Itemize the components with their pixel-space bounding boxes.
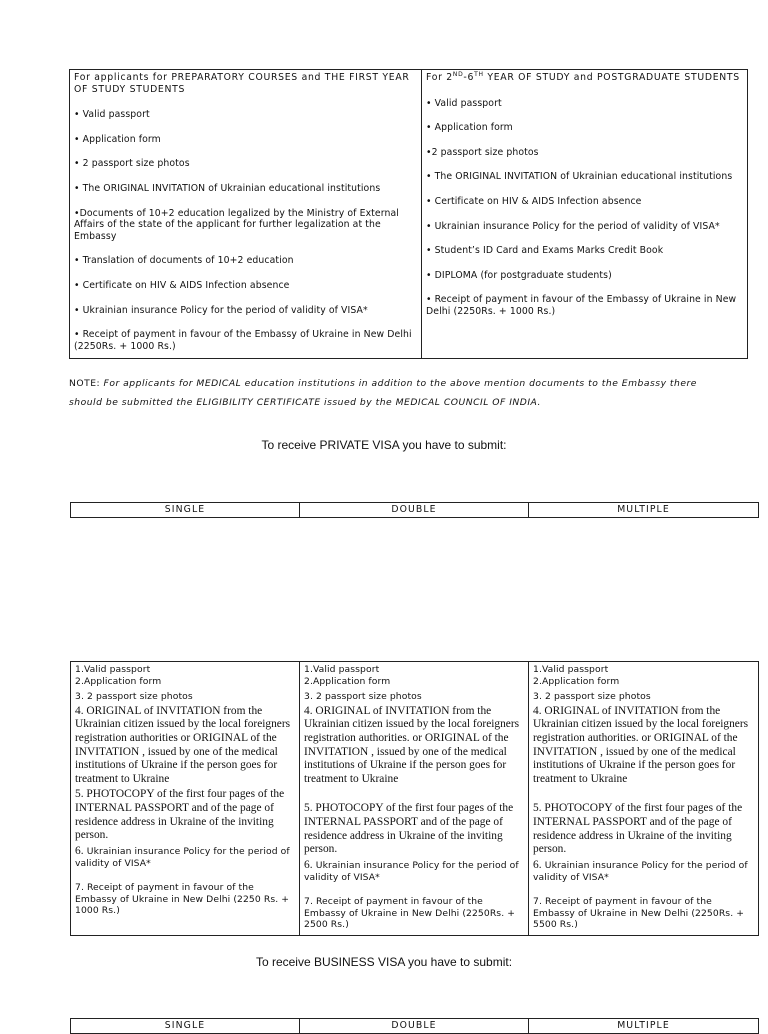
list-item: 6. Ukrainian insurance Policy for the period of validity of VISA* xyxy=(304,858,519,884)
list-item: • DIPLOMA (for postgraduate students) xyxy=(426,269,612,281)
list-item: 4. ORIGINAL of INVITATION from the Ukrainian citizen issued by the local foreigners registration authorities. or ORIGINAL of the INVITATION , issued by one of the medical institutions of Ukraine if the person goes for treatment to Ukraine xyxy=(304,704,520,785)
list-item: • Translation of documents of 10+2 education xyxy=(74,255,294,267)
preparatory-first-year-column xyxy=(70,70,422,359)
second-to-sixth-year-column xyxy=(422,70,748,359)
list-item: • Certificate on HIV & AIDS Infection absence xyxy=(74,279,290,291)
list-item: 2.Application form xyxy=(533,675,620,687)
list-item: 3. 2 passport size photos xyxy=(304,691,422,703)
business-visa-type-header xyxy=(70,1018,759,1034)
private-visa-heading: To receive PRIVATE VISA you have to submit: xyxy=(261,438,507,452)
list-item: • The ORIGINAL INVITATION of Ukrainian educational institutions xyxy=(74,182,381,194)
list-item: 1.Valid passport xyxy=(75,664,151,675)
column-header: For 2ND-6TH YEAR OF STUDY and POSTGRADUATE STUDENTS xyxy=(426,70,740,83)
column-header: For applicants for PREPARATORY COURSES and THE FIRST YEAR OF STUDY STUDENTS xyxy=(74,72,410,95)
visa-type-single: SINGLE xyxy=(71,1019,300,1034)
visa-type-single: SINGLE xyxy=(71,503,300,518)
note-line-1: NOTE: For applicants for MEDICAL education institutions in addition to the above mention documents to the Embassy there xyxy=(69,378,697,389)
list-item: • Application form xyxy=(426,122,513,134)
list-item: 7. Receipt of payment in favour of the Embassy of Ukraine in New Delhi (2250Rs. + 5500 Rs.) xyxy=(533,895,745,931)
visa-type-double: DOUBLE xyxy=(300,1019,529,1034)
list-item: • Receipt of payment in favour of the Embassy of Ukraine in New Delhi (2250Rs. + 1000 Rs.) xyxy=(74,329,412,352)
private-visa-requirements-table xyxy=(70,661,759,936)
list-item: 4. ORIGINAL of INVITATION from the Ukrainian citizen issued by the local foreigners registration authorities. or ORIGINAL of the INVITATION , issued by one of the medical institutions of Ukraine if the person goes for treatment to Ukraine xyxy=(533,704,749,785)
list-item: •2 passport size photos xyxy=(426,146,539,158)
list-item: 2.Application form xyxy=(75,675,162,687)
list-item: 6. Ukrainian insurance Policy for the period of validity of VISA* xyxy=(533,858,748,884)
student-requirements-table xyxy=(69,69,748,359)
list-item: • Student’s ID Card and Exams Marks Credit Book xyxy=(426,245,664,257)
list-item: 5. PHOTOCOPY of the first four pages of the INTERNAL PASSPORT and of the page of residence address in Ukraine of the inviting person. xyxy=(533,802,743,856)
list-item: 6. Ukrainian insurance Policy for the period of validity of VISA* xyxy=(75,844,290,870)
single-visa-requirements xyxy=(71,662,300,936)
list-item: • Application form xyxy=(74,133,161,145)
list-item: • Ukrainian insurance Policy for the period of validity of VISA* xyxy=(74,304,368,316)
list-item: 5. PHOTOCOPY of the first four pages of the INTERNAL PASSPORT and of the page of residence address in Ukraine of the inviting person. xyxy=(75,788,285,842)
visa-type-multiple: MULTIPLE xyxy=(529,503,759,518)
list-item: •Documents of 10+2 education legalized by the Ministry of External Affairs of the state of the applicant for further legalization at the Embassy xyxy=(74,207,399,242)
note-line-2: should be submitted the ELIGIBILITY CERTIFICATE issued by the MEDICAL COUNCIL OF INDIA. xyxy=(69,397,541,408)
list-item: • Ukrainian insurance Policy for the period of validity of VISA* xyxy=(426,220,720,232)
list-item: 4. ORIGINAL of INVITATION from the Ukrainian citizen issued by the local foreigners registration authorities or ORIGINAL of the INVITATION , issued by one of the medical institutions of Ukraine if the person goes for treatment to Ukraine xyxy=(75,704,291,785)
visa-type-multiple: MULTIPLE xyxy=(529,1019,759,1034)
list-item: 5. PHOTOCOPY of the first four pages of the INTERNAL PASSPORT and of the page of residence address in Ukraine of the inviting person. xyxy=(304,802,514,856)
list-item: • Valid passport xyxy=(426,97,502,109)
list-item: 7. Receipt of payment in favour of the Embassy of Ukraine in New Delhi (2250 Rs. + 1000 Rs.) xyxy=(75,881,290,917)
list-item: • 2 passport size photos xyxy=(74,158,190,170)
double-visa-requirements xyxy=(300,662,529,936)
list-item: • Receipt of payment in favour of the Embassy of Ukraine in New Delhi (2250Rs. + 1000 Rs.) xyxy=(426,294,737,317)
list-item: • Valid passport xyxy=(74,109,150,121)
visa-type-double: DOUBLE xyxy=(300,503,529,518)
business-visa-heading: To receive BUSINESS VISA you have to submit: xyxy=(255,955,513,969)
list-item: 1.Valid passport xyxy=(533,664,609,675)
list-item: 3. 2 passport size photos xyxy=(533,691,651,703)
list-item: 1.Valid passport xyxy=(304,664,380,675)
list-item: • Certificate on HIV & AIDS Infection absence xyxy=(426,195,642,207)
list-item: 3. 2 passport size photos xyxy=(75,691,193,703)
list-item: 2.Application form xyxy=(304,675,391,687)
list-item: 7. Receipt of payment in favour of the Embassy of Ukraine in New Delhi (2250Rs. + 2500 Rs.) xyxy=(304,895,516,931)
list-item: • The ORIGINAL INVITATION of Ukrainian educational institutions xyxy=(426,171,733,183)
multiple-visa-requirements xyxy=(529,662,759,936)
private-visa-type-header xyxy=(70,502,759,518)
